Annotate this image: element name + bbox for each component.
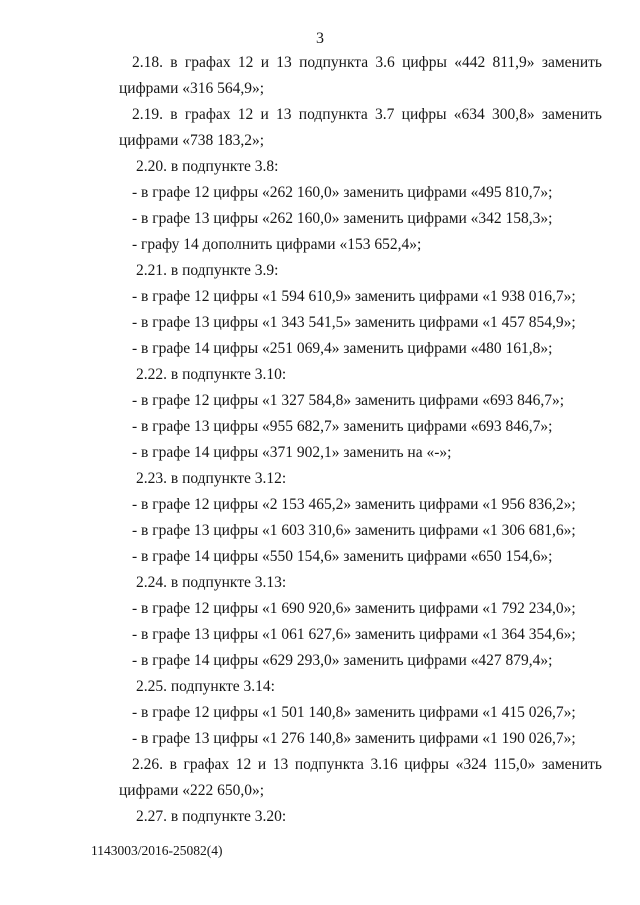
- section-heading: 2.24. в подпункте 3.13:: [136, 574, 287, 591]
- list-item: - в графе 12 цифры «1 327 584,8» заменить цифрами «693 846,7»;: [132, 392, 565, 409]
- list-item: - в графе 13 цифры «1 343 541,5» заменить цифрами «1 457 854,9»;: [132, 314, 576, 331]
- list-item: - в графе 13 цифры «1 276 140,8» заменить цифрами «1 190 026,7»;: [132, 730, 576, 747]
- paragraph-line: цифрами «738 183,2»;: [119, 132, 265, 149]
- section-heading: 2.23. в подпункте 3.12:: [136, 470, 287, 487]
- list-item: - в графе 14 цифры «251 069,4» заменить цифрами «480 161,8»;: [132, 340, 553, 357]
- list-item: - в графе 14 цифры «629 293,0» заменить цифрами «427 879,4»;: [132, 652, 553, 669]
- list-item: - в графе 14 цифры «550 154,6» заменить цифрами «650 154,6»;: [132, 548, 553, 565]
- section-heading: 2.21. в подпункте 3.9:: [136, 262, 279, 279]
- list-item: - в графе 12 цифры «2 153 465,2» заменить цифрами «1 956 836,2»;: [132, 496, 576, 513]
- section-heading: 2.25. подпункте 3.14:: [136, 678, 275, 695]
- section-heading: 2.20. в подпункте 3.8:: [136, 158, 279, 175]
- section-heading: 2.27. в подпункте 3.20:: [136, 808, 287, 825]
- paragraph-line: 2.19. в графах 12 и 13 подпункта 3.7 цифры «634 300,8» заменить: [132, 106, 602, 123]
- document-code-footer: 1143003/2016-25082(4): [91, 843, 223, 858]
- list-item: - в графе 13 цифры «1 603 310,6» заменить цифрами «1 306 681,6»;: [132, 522, 576, 539]
- list-item: - в графе 12 цифры «1 594 610,9» заменить цифрами «1 938 016,7»;: [132, 288, 576, 305]
- paragraph-line: 2.18. в графах 12 и 13 подпункта 3.6 цифры «442 811,9» заменить: [132, 54, 602, 71]
- paragraph-line: 2.26. в графах 12 и 13 подпункта 3.16 цифры «324 115,0» заменить: [132, 756, 602, 773]
- paragraph-line: цифрами «316 564,9»;: [119, 80, 265, 97]
- list-item: - в графе 12 цифры «1 501 140,8» заменить цифрами «1 415 026,7»;: [132, 704, 576, 721]
- document-body: [119, 50, 602, 830]
- list-item: - в графе 14 цифры «371 902,1» заменить на «-»;: [132, 444, 452, 461]
- section-heading: 2.22. в подпункте 3.10:: [136, 366, 287, 383]
- list-item: - в графе 13 цифры «955 682,7» заменить цифрами «693 846,7»;: [132, 418, 553, 435]
- list-item: - в графе 12 цифры «262 160,0» заменить цифрами «495 810,7»;: [132, 184, 553, 201]
- list-item: - в графе 13 цифры «1 061 627,6» заменить цифрами «1 364 354,6»;: [132, 626, 576, 643]
- list-item: - в графе 12 цифры «1 690 920,6» заменить цифрами «1 792 234,0»;: [132, 600, 576, 617]
- page-number: 3: [316, 30, 324, 47]
- list-item: - графу 14 дополнить цифрами «153 652,4»;: [132, 236, 422, 253]
- paragraph-line: цифрами «222 650,0»;: [119, 782, 265, 799]
- list-item: - в графе 13 цифры «262 160,0» заменить цифрами «342 158,3»;: [132, 210, 553, 227]
